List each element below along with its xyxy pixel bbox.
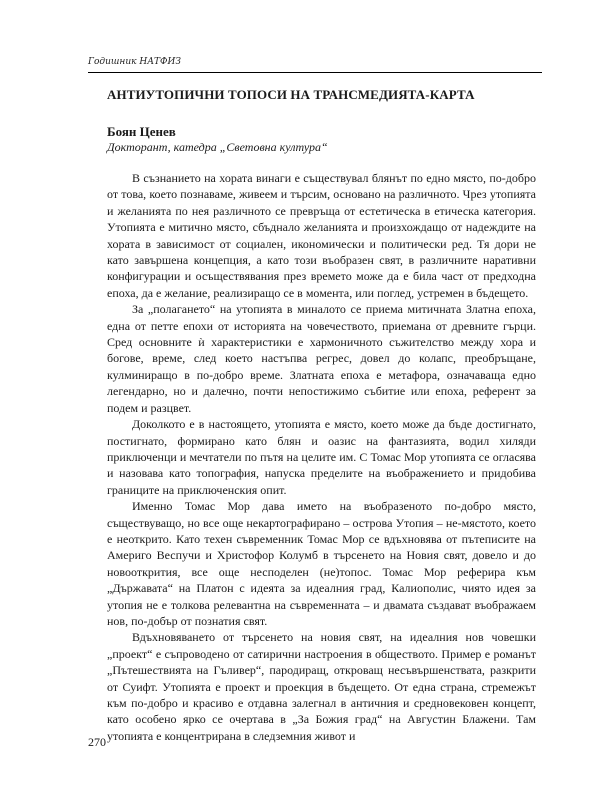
paragraph: Именно Томас Мор дава името на въобразеното по-добро място, съществуващо, но все още некартографирано – острова Утопия – не-мястото, което е неоткрито. Като техен съвременник Томас Мор се вдъхновява от пътеписите на Америго Веспучи и Христофор Колумб в търсенето на Новия свят, довело и до новооткрития, все още несподелен (не)топос. Томас Мор реферира към „Държавата“ на Платон с идеята за идеалния град, Калиополис, чиято идея за утопия не е толкова релевантна на съвременната – и двамата създават въображаем нов, по-добър от познатия свят. <box>107 499 536 628</box>
paragraph: За „полагането“ на утопията в миналото се приема митичната Златна епоха, една от петте епохи от историята на човечеството, приемана от древните гърци. Сред основните ѝ характеристики е хармоничното съжителство между хора и богове, време, след което настъпва регрес, довел до колапс, преобръщане, кулминиращо в по-добро време. Златната епоха е метафора, означаваща едно легендарно, но и далечно, почти непостижимо събитие или епоха, референт за подем и разцвет. <box>107 302 536 415</box>
author-affiliation: Докторант, катедра „Световна култура“ <box>107 140 328 154</box>
author-name: Боян Ценев <box>107 124 176 139</box>
paragraph: Вдъхновяването от търсенето на новия свят, на идеалния нов човешки „проект“ е съпроводено от сатирични настроения в обществото. Пример е романът „Пътешествията на Гъливер“, пародиращ, откроващ несъвършенствата, разкрити от Суифт. Утопията е проект и проекция в бъдещето. От една страна, стремежът към по-добро и красиво е отдавна залегнал в античния и средновековен концепт, като особено ярко се очертава в „За Божия град“ на Августин Блажени. Там утопията е концентрирана в следземния живот и <box>107 630 536 743</box>
article-body <box>107 170 536 744</box>
article-title: АНТИУТОПИЧНИ ТОПОСИ НА ТРАНСМЕДИЯТА-КАРТА <box>107 87 475 102</box>
page-number: 270 <box>88 735 106 749</box>
paragraph: Доколкото е в настоящето, утопията е място, което може да бъде достигнато, постигнато, формирано като блян и оазис на фантазията, водил хиляди приключенци и мечтатели по пътя на целите им. С Томас Мор утопията се огласява и назовава като топография, напуска пределите на въображението и придобива границите на приключенския опит. <box>107 417 536 497</box>
paragraph: В съзнанието на хората винаги е съществувал блянът по едно място, по-добро от това, което познаваме, живеем и търсим, основано на различното. Чрез утопията и желанията по нея различното се превръща от естетическа в етическа категория. Утопията е митично място, сбъднало желанията и произхождащо от надеждите на хората в зависимост от социален, икономически и политически ред. Тя дори не като завършена концепция, а като този въобразен свят, в различните наративни конфигурации и осъществявания през времето може да е била част от предходна епоха, да е желание, реализиращо се в момента, или поглед, устремен в бъдещето. <box>107 171 536 300</box>
header-divider <box>88 72 542 73</box>
running-head: Годишник НАТФИЗ <box>88 57 181 67</box>
